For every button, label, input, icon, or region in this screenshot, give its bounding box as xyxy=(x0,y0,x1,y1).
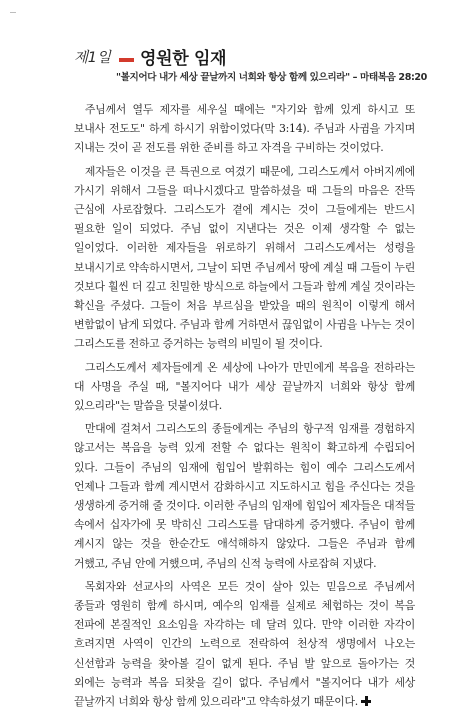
paragraph xyxy=(74,577,415,711)
page-header xyxy=(74,42,414,72)
paragraph: 만대에 걸쳐서 그리스도의 종들에게는 주님의 항구적 임재를 경험하지 않고서는 복음을 능력 있게 전할 수 없다는 원칙이 확고하게 수립되어 있다. 그들이 주님의 임재에 힘입어 발휘하는 힘이 예수 그리스도께서 언제나 그들과 함께 계시면서 감화하시고 지도하시고 힘을 주신다는 것을 생생하게 증거해 줄 것이다. 이러한 주님의 임재에 힘입어 제자들은 대적들 속에서 십자가에 못 박히신 그리스도를 담대하게 증거했다. 주님이 함께 계시지 않는 것을 한순간도 애석해하지 않았다. 그들은 주님과 함께 거했고, 주님 안에 거했으며, 주님의 신적 능력에 사로잡혀 지냈다. xyxy=(74,422,415,570)
cross-icon xyxy=(361,696,371,706)
paragraph: 그리스도께서 제자들에게 온 세상에 나아가 만민에게 복음을 전하라는 대 사명을 주실 때, "볼지어다 내가 세상 끝날까지 너희와 항상 함께 있으리라"는 말씀을 덧붙이셨다. xyxy=(74,360,415,413)
body-text xyxy=(74,100,415,715)
accent-bar xyxy=(119,58,134,62)
page-title: 영원한 임재 xyxy=(140,49,227,69)
key-verse: "볼지어다 내가 세상 끝날까지 너희와 항상 함께 있으리라" – 마태복음 28:20 xyxy=(116,72,427,83)
day-label: 제1일 xyxy=(74,50,111,66)
paragraph: 주님께서 열두 제자를 세우실 때에는 "자기와 함께 있게 하시고 또 보내사 전도도" 하게 하시기 위함이었다(막 3:14). 주님과 사귐을 가지며 지내는 것이 곧 전도를 위한 준비를 하고 자격을 구비하는 것이었다. xyxy=(74,103,415,155)
corner-mark xyxy=(10,12,16,13)
paragraph: 제자들은 이것을 큰 특권으로 여겼기 때문에, 그리스도께서 아버지께에 가시기 위해서 그들을 떠나시겠다고 말씀하셨을 때 그들의 마음은 잔뜩 근심에 사로잡혔다. 그리스도가 곁에 계시는 것이 그들에게는 반드시 필요한 일이 되었다. 주님 없이 지낸다는 것은 이제 생각할 수 없는 일이었다. 이러한 제자들을 위로하기 위해서 그리스도께서는 성령을 보내시기로 약속하시면서, 그날이 되면 주님께서 땅에 계실 때 그들이 누린 것보다 훨씬 더 깊고 친밀한 방식으로 하늘에서 그들과 함께 계실 것이라는 확신을 주셨다. 그들이 처음 부르심을 받았을 때의 원칙이 이렇게 해서 변함없이 남게 되었다. 주님과 함께 거하면서 끊임없이 사귐을 나누는 것이 그리스도를 전하고 증거하는 능력의 비밀이 될 것이다. xyxy=(74,164,415,351)
paragraph-text: 목회자와 선교사의 사역은 모든 것이 살아 있는 믿음으로 주님께서 종들과 영원히 함께 하시며, 예수의 임재를 실제로 체험하는 것이 복음 전파에 본질적인 요소임을 자각하는 데 달려 있다. 만약 이러한 자각이 흐려지면 사역이 인간의 노력으로 전락하여 천상적 생명에서 나오는 신선함과 능력을 찾아볼 길이 없게 된다. 주님 발 앞으로 돌아가는 것 외에는 능력과 복음 되찾을 길이 없다. 주님께서 "볼지어다 내가 세상 끝날까지 너희와 항상 함께 있으리라"고 약속하셨기 때문이다. xyxy=(74,579,415,709)
